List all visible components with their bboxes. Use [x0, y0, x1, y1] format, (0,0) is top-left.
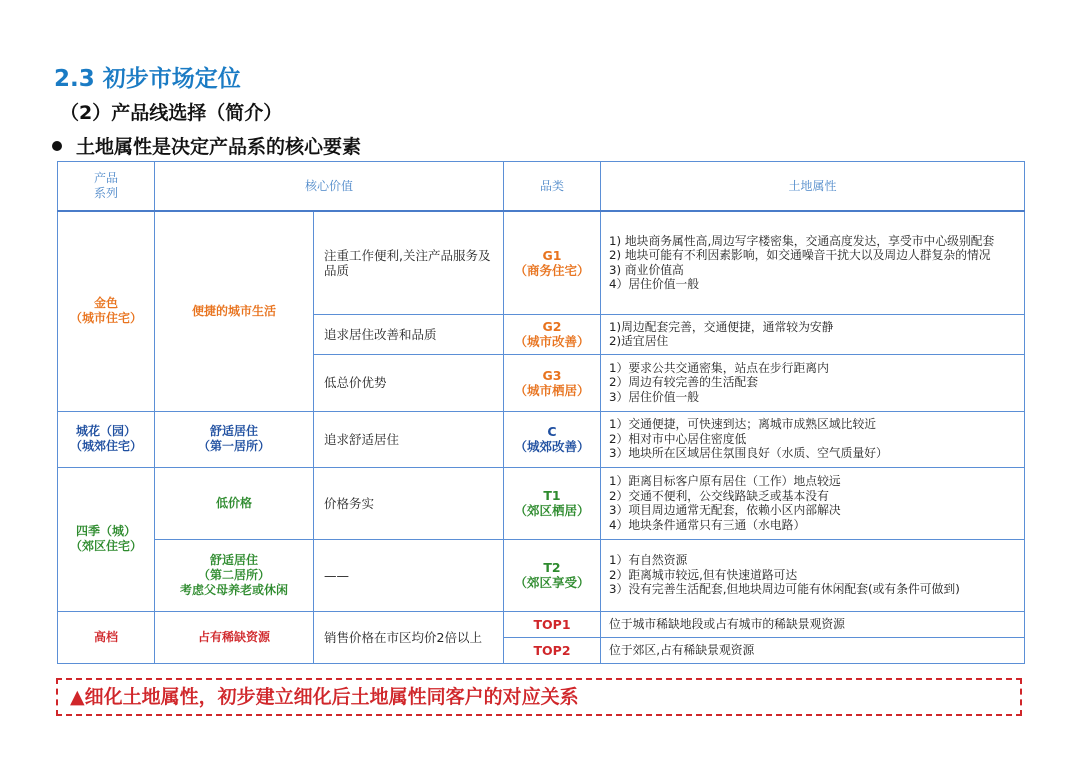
- page-title: 2.3 初步市场定位: [54, 66, 241, 92]
- table-row: [58, 539, 1025, 611]
- bullet-heading: [52, 132, 361, 159]
- series-gold: 金色 （城市住宅）: [58, 211, 155, 411]
- core-gold: 便捷的城市生活: [155, 211, 314, 411]
- series-premium: 高档: [58, 611, 155, 663]
- attr-g2: 1)周边配套完善，交通便捷，通常较为安静 2)适宜居住: [601, 314, 1025, 354]
- table-header-row: [58, 162, 1025, 212]
- value-g2: 追求居住改善和品质: [314, 314, 504, 354]
- table-row: [58, 211, 1025, 314]
- value-t2: ——: [314, 539, 504, 611]
- header-core-value: 核心价值: [155, 162, 504, 212]
- page-subtitle: （2）产品线选择（简介）: [60, 102, 283, 124]
- core-t1: 低价格: [155, 467, 314, 539]
- attr-t1: 1）距离目标客户原有居住（工作）地点较远 2）交通不便利，公交线路缺乏或基本没有 3）项目周边通常无配套，依赖小区内部解决 4）地块条件通常只有三通（水电路）: [601, 467, 1025, 539]
- attr-t2: 1）有自然资源 2）距离城市较远,但有快速道路可达 3）没有完善生活配套,但地块周边可能有休闲配套(或有条件可做到): [601, 539, 1025, 611]
- attr-top1: 位于城市稀缺地段或占有城市的稀缺景观资源: [601, 611, 1025, 637]
- table-row: [58, 611, 1025, 637]
- category-t2: T2 （郊区享受）: [504, 539, 601, 611]
- value-c: 追求舒适居住: [314, 411, 504, 467]
- value-g3: 低总价优势: [314, 354, 504, 411]
- value-t1: 价格务实: [314, 467, 504, 539]
- table-row: [58, 411, 1025, 467]
- header-category: 品类: [504, 162, 601, 212]
- category-c: C （城郊改善）: [504, 411, 601, 467]
- table-row: [58, 467, 1025, 539]
- attr-g1: 1) 地块商务属性高,周边写字楼密集，交通高度发达，享受市中心级别配套 2) 地块可能有不利因素影响，如交通噪音干扰大以及周边人群复杂的情况 3) 商业价值高 4）居住价值一般: [601, 211, 1025, 314]
- core-premium: 占有稀缺资源: [155, 611, 314, 663]
- category-g2: G2 （城市改善）: [504, 314, 601, 354]
- header-land-attribute: 土地属性: [601, 162, 1025, 212]
- attr-c: 1）交通便捷，可快速到达；离城市成熟区域比较近 2）相对市中心居住密度低 3）地块所在区域居住氛围良好（水质、空气质量好）: [601, 411, 1025, 467]
- attr-g3: 1）要求公共交通密集，站点在步行距离内 2）周边有较完善的生活配套 3）居住价值一般: [601, 354, 1025, 411]
- series-garden: 城花（园） （城郊住宅）: [58, 411, 155, 467]
- value-g1: 注重工作便利,关注产品服务及品质: [314, 211, 504, 314]
- value-premium: 销售价格在市区均价2倍以上: [314, 611, 504, 663]
- core-garden: 舒适居住 （第一居所）: [155, 411, 314, 467]
- category-g1: G1 （商务住宅）: [504, 211, 601, 314]
- attr-top2: 位于郊区,占有稀缺景观资源: [601, 637, 1025, 663]
- category-t1: T1 （郊区栖居）: [504, 467, 601, 539]
- core-t2: 舒适居住 （第二居所） 考虑父母养老或休闲: [155, 539, 314, 611]
- series-season: 四季（城） （郊区住宅）: [58, 467, 155, 611]
- bullet-dot-icon: [52, 141, 62, 151]
- category-g3: G3 （城市栖居）: [504, 354, 601, 411]
- header-series: 产品 系列: [58, 162, 155, 212]
- product-line-table: [57, 161, 1025, 664]
- category-top2: TOP2: [504, 637, 601, 663]
- category-top1: TOP1: [504, 611, 601, 637]
- bullet-text: 土地属性是决定产品系的核心要素: [76, 136, 362, 158]
- summary-note: ▲细化土地属性，初步建立细化后土地属性同客户的对应关系: [56, 678, 1022, 716]
